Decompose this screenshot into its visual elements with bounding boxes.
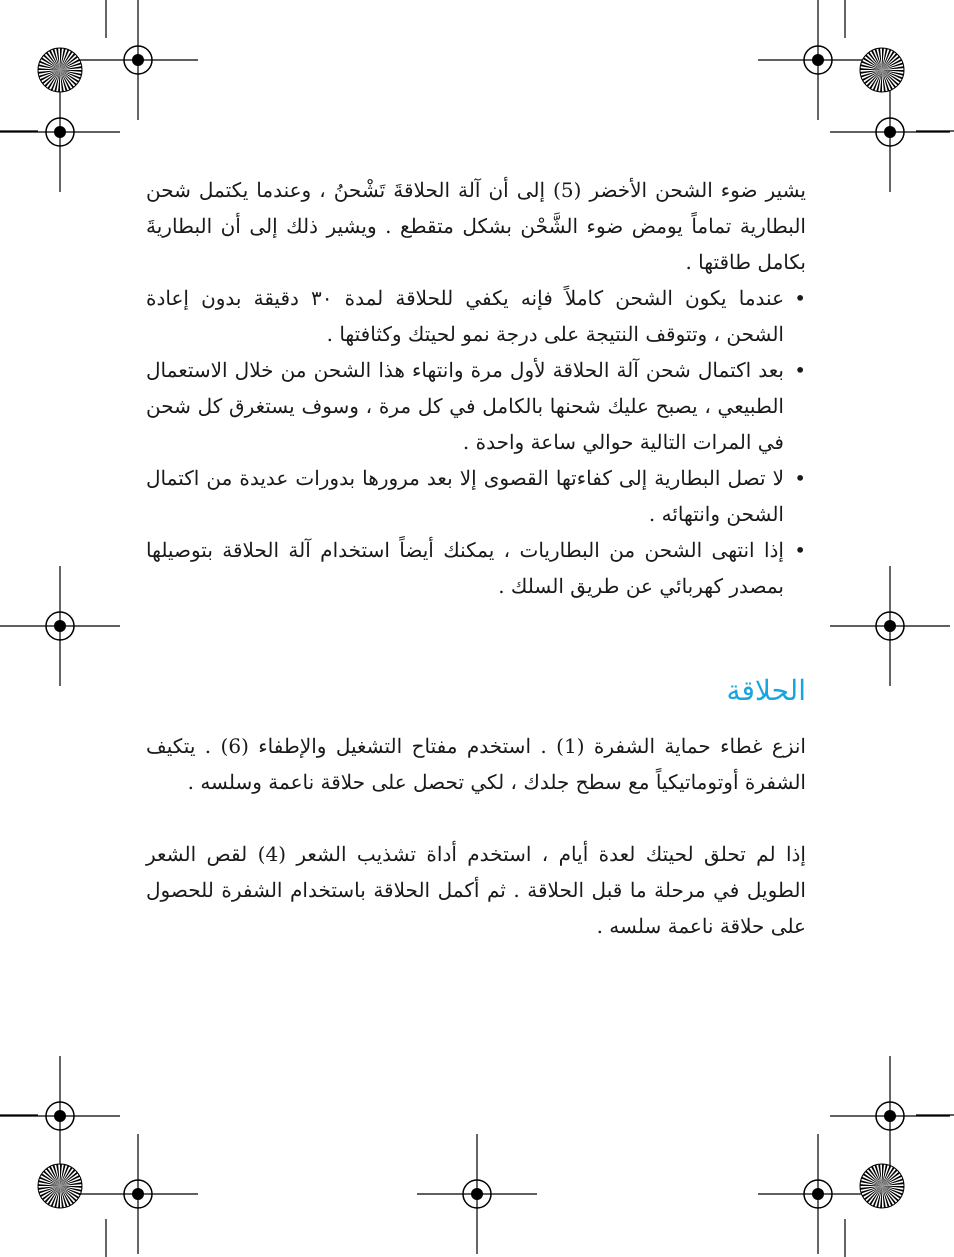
charging-notes-list bbox=[146, 280, 806, 604]
list-item: • عندما يكون الشحن كاملاً فإنه يكفي للحلاقة لمدة ٣٠ دقيقة بدون إعادة الشحن ، وتتوقف النتيجة على درجة نمو لحيتك وكثافتها . bbox=[146, 280, 806, 352]
shaving-paragraph-2: إذا لم تحلق لحيتك لعدة أيام ، استخدم أداة تشذيب الشعر (4) لقص الشعر الطويل في مرحلة ما قبل الحلاقة . ثم أكمل الحلاقة باستخدام الشفرة للحصول على حلاقة ناعمة سلسه . bbox=[146, 842, 806, 938]
bullet-icon: • bbox=[794, 538, 806, 562]
list-item: • إذا انتهى الشحن من البطاريات ، يمكنك أيضاً استخدام آلة الحلاقة بتوصيلها بمصدر كهربائي عن طريق السلك . bbox=[146, 532, 806, 604]
starburst-mark-bottom-right bbox=[860, 1164, 904, 1208]
content-body bbox=[146, 172, 806, 604]
intro-paragraph: يشير ضوء الشحن الأخضر (5) إلى أن آلة الحلاقةَ تَشْحنُ ، وعندما يكتمل شحن البطارية تماماً يومض ضوء الشَّحْن بشكل متقطع . ويشير ذلك إلى أن البطاريةَ بكامل طاقتها . bbox=[146, 178, 806, 274]
bullet-icon: • bbox=[794, 286, 806, 310]
bullet-icon: • bbox=[794, 358, 806, 382]
starburst-mark-top-left bbox=[38, 48, 82, 92]
shaving-paragraph-1: انزع غطاء حماية الشفرة (1) . استخدم مفتاح التشغيل والإطفاء (6) . يتكيف الشفرة أوتوماتيكياً مع سطح جلدك ، لكي تحصل على حلاقة ناعمة وسلسه . bbox=[146, 734, 806, 794]
shaving-section bbox=[146, 728, 806, 944]
list-item: • بعد اكتمال شحن آلة الحلاقة لأول مرة وانتهاء هذا الشحن من خلال الاستعمال الطبيعي ، يصبح عليك شحنها بالكامل في كل مرة ، وسوف يستغرق كل شحن في المرات التالية حوالي ساعة واحدة . bbox=[146, 352, 806, 460]
section-heading-shaving: الحلاقة bbox=[726, 674, 806, 707]
starburst-mark-bottom-left bbox=[38, 1164, 82, 1208]
starburst-mark-top-right bbox=[860, 48, 904, 92]
bullet-icon: • bbox=[794, 466, 806, 490]
list-item: • لا تصل البطارية إلى كفاءتها القصوى إلا بعد مرورها بدورات عديدة من اكتمال الشحن وانتهائه . bbox=[146, 460, 806, 532]
